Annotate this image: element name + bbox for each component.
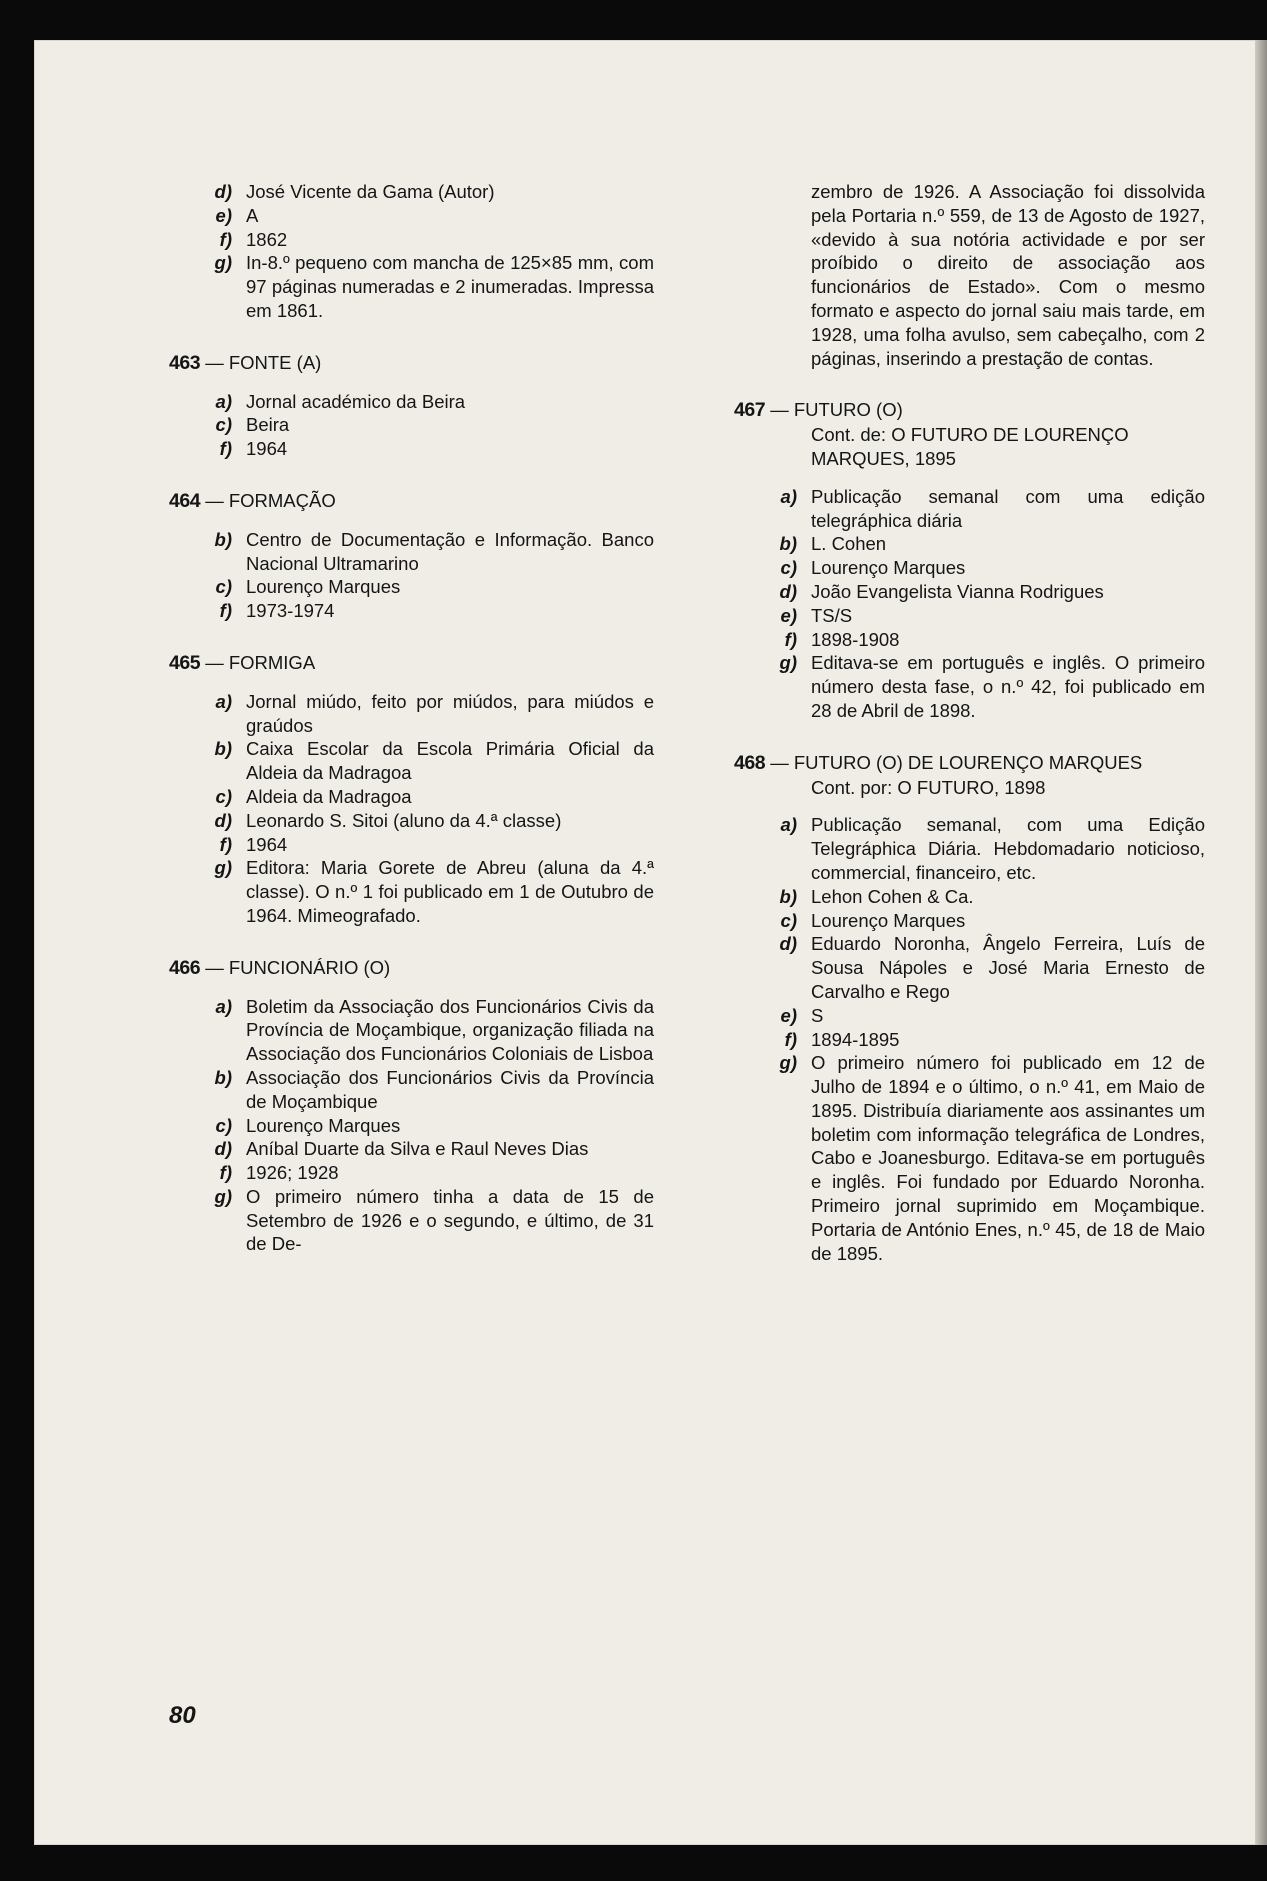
field-f: f) 1926; 1928 xyxy=(219,1162,339,1184)
field-b: b) Caixa Escolar da Escola Primária Oficial da Aldeia da Madragoa xyxy=(214,738,654,784)
field-f: f) 1862 xyxy=(219,228,288,250)
book-page xyxy=(34,40,1267,1845)
continuation-note: Cont. por: O FUTURO, 1898 xyxy=(811,776,1046,798)
field-f: f) 1973-1974 xyxy=(219,600,335,622)
field-a: a) Jornal miúdo, feito por miúdos, para miúdos e graúdos xyxy=(215,690,654,736)
entry-heading: 467 — FUTURO (O) xyxy=(734,399,903,422)
entry-468 xyxy=(734,751,1205,1266)
entry-464 xyxy=(169,489,654,623)
continuation-note: Cont. de: O FUTURO DE LOURENÇO MARQUES, 1895 xyxy=(811,424,1129,469)
field-f: f) 1894-1895 xyxy=(784,1028,900,1050)
entry-466 xyxy=(169,956,654,1257)
continuation-text: zembro de 1926. A Associação foi dissolvida pela Portaria n.º 559, de 13 de Agosto de 1927, «devido à sua notória actividade e por ser proíbido o direito de associação aos funcionários de Estado». Com o mesmo formato e aspecto do jornal saiu mais tarde, em 1928, uma folha avulso, sem cabeçalho, com 2 páginas, inserindo a prestação de contas. xyxy=(811,181,1205,369)
field-b: b) Lehon Cohen & Ca. xyxy=(779,885,974,907)
right-column xyxy=(734,180,1205,1265)
left-column xyxy=(169,180,654,1256)
field-c: c) Lourenço Marques xyxy=(780,557,966,579)
field-c: c) Lourenço Marques xyxy=(215,1114,401,1136)
field-c: c) Lourenço Marques xyxy=(780,909,966,931)
entry-467 xyxy=(734,398,1205,722)
field-g: g) In-8.º pequeno com mancha de 125×85 mm, com 97 páginas numeradas e 2 inumeradas. Impressa em 1861. xyxy=(214,252,654,321)
field-f: f) 1964 xyxy=(219,438,288,460)
field-c: c) Beira xyxy=(215,414,290,436)
page-spine-shadow xyxy=(1255,40,1267,1845)
field-f: f) 1898-1908 xyxy=(784,628,900,650)
field-c: c) Lourenço Marques xyxy=(215,576,401,598)
field-c: c) Aldeia da Madragoa xyxy=(215,785,412,807)
field-g: g) O primeiro número foi publicado em 12 de Julho de 1894 e o último, o n.º 41, em Maio de 1895. Distribuía diariamente aos assinantes um boletim com informação telegráfica de Londres, Cabo e Joanesburgo. Editava-se em português e inglês. Foi fundado por Eduardo Noronha. Primeiro jornal suprimido em Moçambique. Portaria de António Enes, n.º 45, de 18 de Maio de 1895. xyxy=(779,1052,1205,1264)
field-f: f) 1964 xyxy=(219,833,288,855)
field-e: e) S xyxy=(780,1004,824,1026)
field-g: g) O primeiro número tinha a data de 15 de Setembro de 1926 e o segundo, e último, de 31 de De- xyxy=(214,1185,654,1255)
page-number: 80 xyxy=(169,1702,196,1729)
field-b: b) Associação dos Funcionários Civis da Província de Moçambique xyxy=(214,1066,654,1112)
field-a: a) Boletim da Associação dos Funcionários Civis da Província de Moçambique, organização filiada na Associação dos Funcionários Coloniais de Lisboa xyxy=(215,995,654,1065)
field-a: a) Publicação semanal com uma edição telegráphica diária xyxy=(780,485,1205,531)
entry-462-continuation xyxy=(169,180,654,323)
field-d: d) Eduardo Noronha, Ângelo Ferreira, Luís de Sousa Nápoles e José Maria Ernesto de Carvalho e Rego xyxy=(779,933,1205,1002)
field-a: a) Jornal académico da Beira xyxy=(215,390,466,412)
field-g: g) Editava-se em português e inglês. O primeiro número desta fase, o n.º 42, foi publicado em 28 de Abril de 1898. xyxy=(779,652,1205,721)
field-d: d) João Evangelista Vianna Rodrigues xyxy=(779,580,1104,602)
entry-heading: 463 — FONTE (A) xyxy=(169,351,322,374)
entry-466-continuation xyxy=(734,180,1205,370)
field-b: b) Centro de Documentação e Informação. Banco Nacional Ultramarino xyxy=(214,528,654,574)
field-d: d) José Vicente da Gama (Autor) xyxy=(214,181,495,202)
field-e: e) A xyxy=(215,204,259,226)
field-b: b) L. Cohen xyxy=(779,533,887,555)
entry-heading: 464 — FORMAÇÃO xyxy=(169,489,336,512)
entry-heading: 466 — FUNCIONÁRIO (O) xyxy=(169,956,391,979)
field-a: a) Publicação semanal, com uma Edição Telegráphica Diária. Hebdomadario noticioso, commercial, financeiro, etc. xyxy=(780,814,1205,883)
entry-465 xyxy=(169,651,654,928)
field-d: d) Leonardo S. Sitoi (aluno da 4.ª classe) xyxy=(214,809,562,831)
field-e: e) TS/S xyxy=(780,604,853,626)
entry-heading: 468 — FUTURO (O) DE LOURENÇO MARQUES xyxy=(734,751,1143,774)
field-d: d) Aníbal Duarte da Silva e Raul Neves Dias xyxy=(214,1138,589,1160)
field-g: g) Editora: Maria Gorete de Abreu (aluna da 4.ª classe). O n.º 1 foi publicado em 1 de Outubro de 1964. Mimeografado. xyxy=(214,857,654,926)
entry-463 xyxy=(169,351,654,461)
entry-heading: 465 — FORMIGA xyxy=(169,651,316,674)
